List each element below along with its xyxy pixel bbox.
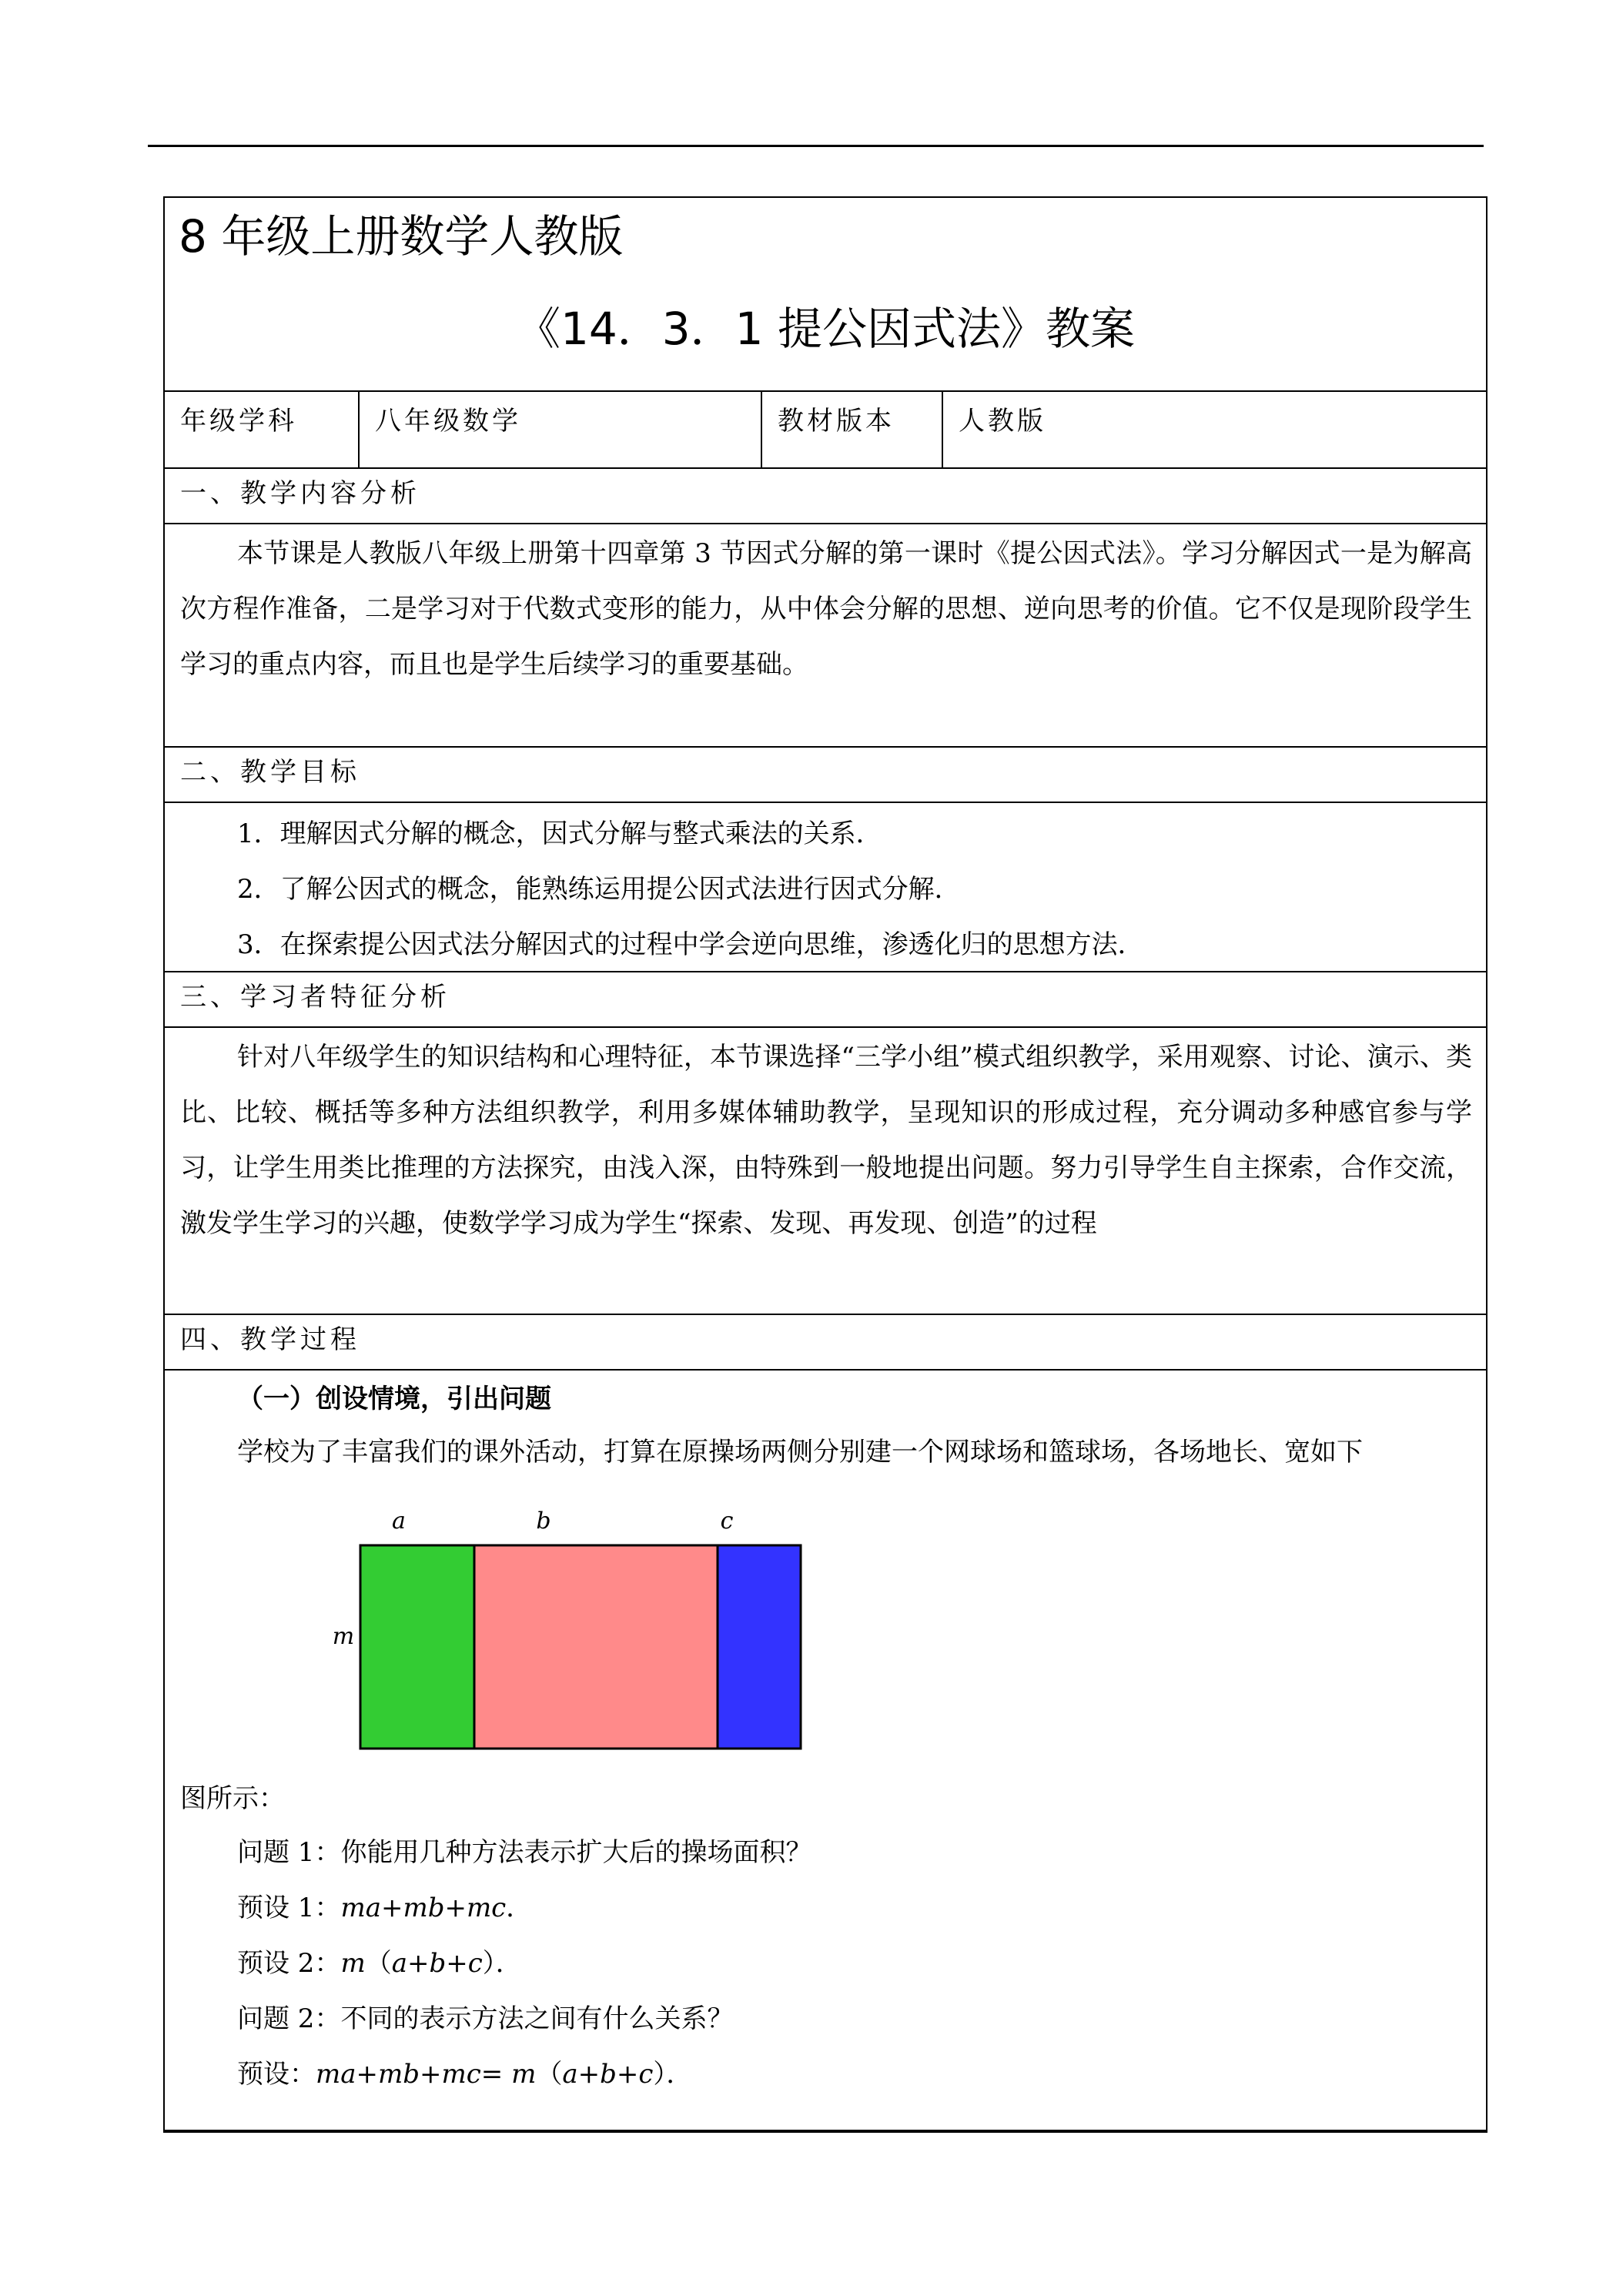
objective-item: 3．在探索提公因式法分解因式的过程中学会逆向思维，渗透化归的思想方法． bbox=[237, 929, 1144, 960]
subsection-heading: （一）创设情境，引出问题 bbox=[237, 1384, 551, 1414]
edition-label: 教材版本 bbox=[762, 392, 943, 467]
title-grade-line: 8 年级上册数学人教版 bbox=[179, 210, 624, 263]
question-1: 问题 1：你能用几种方法表示扩大后的操场面积？ bbox=[237, 1837, 812, 1868]
figure-caption: 图所示： bbox=[180, 1783, 285, 1814]
preset-1-end: ． bbox=[506, 1893, 533, 1923]
preset-2-factor: m bbox=[340, 1948, 366, 1979]
label-a: a bbox=[392, 1508, 406, 1535]
original-field-rect bbox=[474, 1545, 718, 1749]
preset-1 bbox=[237, 1880, 532, 1936]
preset-1-expression: ma+mb+mc bbox=[340, 1893, 507, 1923]
label-m: m bbox=[332, 1623, 355, 1650]
meta-row bbox=[165, 392, 1486, 469]
title-lesson-line: 《14．3．1 提公因式法》教案 bbox=[515, 303, 1136, 355]
section-4-heading: 四、教学过程 bbox=[165, 1315, 1486, 1371]
preset-2-label: 预设 2： bbox=[237, 1948, 341, 1979]
lesson-plan-table bbox=[163, 196, 1487, 2133]
question-2: 问题 2：不同的表示方法之间有什么关系？ bbox=[237, 2003, 734, 2034]
section-2-heading: 二、教学目标 bbox=[165, 748, 1486, 803]
section-1-heading: 一、教学内容分析 bbox=[165, 469, 1486, 524]
section-2-body bbox=[165, 803, 1486, 972]
section-3-text: 针对八年级学生的知识结构和心理特征，本节课选择“三学小组”模式组织教学，采用观察、讨论、演示、类比、比较、概括等多种方法组织教学，利用多媒体辅助教学，呈现知识的形成过程，充分调动多种感官参与学习，让学生用类比推理的方法探究，由浅入深，由特殊到一般地提出问题。努力引导学生自主探索，合作交流，激发学生学习的兴趣，使数学学习成为学生“探索、发现、再发现、创造”的过程 bbox=[180, 1042, 1472, 1239]
objective-item: 2．了解公因式的概念，能熟练运用提公因式法进行因式分解． bbox=[237, 874, 961, 905]
grade-value: 八年级数学 bbox=[360, 392, 762, 467]
preset-2 bbox=[237, 1936, 522, 1991]
label-b: b bbox=[536, 1508, 551, 1535]
section-1-body bbox=[165, 524, 1486, 748]
preset-2-open-paren: （ bbox=[365, 1948, 392, 1979]
header-rule bbox=[148, 145, 1484, 147]
edition-value: 人教版 bbox=[959, 406, 1046, 437]
preset-3-open-paren: （ bbox=[536, 2059, 563, 2090]
preset-3-left: ma+mb+mc bbox=[316, 2059, 481, 2090]
section-4-body bbox=[165, 1371, 1486, 2131]
preset-3-close-paren: ）． bbox=[653, 2059, 693, 2090]
objective-item: 1．理解因式分解的概念，因式分解与整式乘法的关系． bbox=[237, 818, 882, 849]
preset-3-equals: = bbox=[480, 2059, 512, 2090]
section-3-body bbox=[165, 1028, 1486, 1315]
field-area-diagram bbox=[326, 1490, 850, 1767]
preset-2-close-paren: ）． bbox=[482, 1948, 522, 1979]
basketball-court-rect bbox=[718, 1545, 801, 1749]
preset-3-factor: m bbox=[511, 2059, 537, 2090]
preset-3-inner: a+b+c bbox=[562, 2059, 654, 2090]
grade-label: 年级学科 bbox=[165, 392, 360, 467]
section-3-heading: 三、学习者特征分析 bbox=[165, 972, 1486, 1028]
title-block bbox=[165, 198, 1486, 392]
scenario-intro: 学校为了丰富我们的课外活动，打算在原操场两侧分别建一个网球场和篮球场，各场地长、宽如下 bbox=[237, 1437, 1363, 1468]
preset-1-label: 预设 1： bbox=[237, 1893, 341, 1923]
preset-3-label: 预设： bbox=[237, 2059, 316, 2090]
tennis-court-rect bbox=[360, 1545, 474, 1749]
preset-2-inner: a+b+c bbox=[391, 1948, 483, 1979]
label-c: c bbox=[720, 1508, 734, 1535]
preset-3 bbox=[237, 2047, 692, 2102]
section-1-text: 本节课是人教版八年级上册第十四章第 3 节因式分解的第一课时《提公因式法》。学习分解因式一是为解高次方程作准备，二是学习对于代数式变形的能力，从中体会分解的思想、逆向思考的价值。它不仅是现阶段学生学习的重点内容，而且也是学生后续学习的重要基础。 bbox=[180, 538, 1472, 680]
